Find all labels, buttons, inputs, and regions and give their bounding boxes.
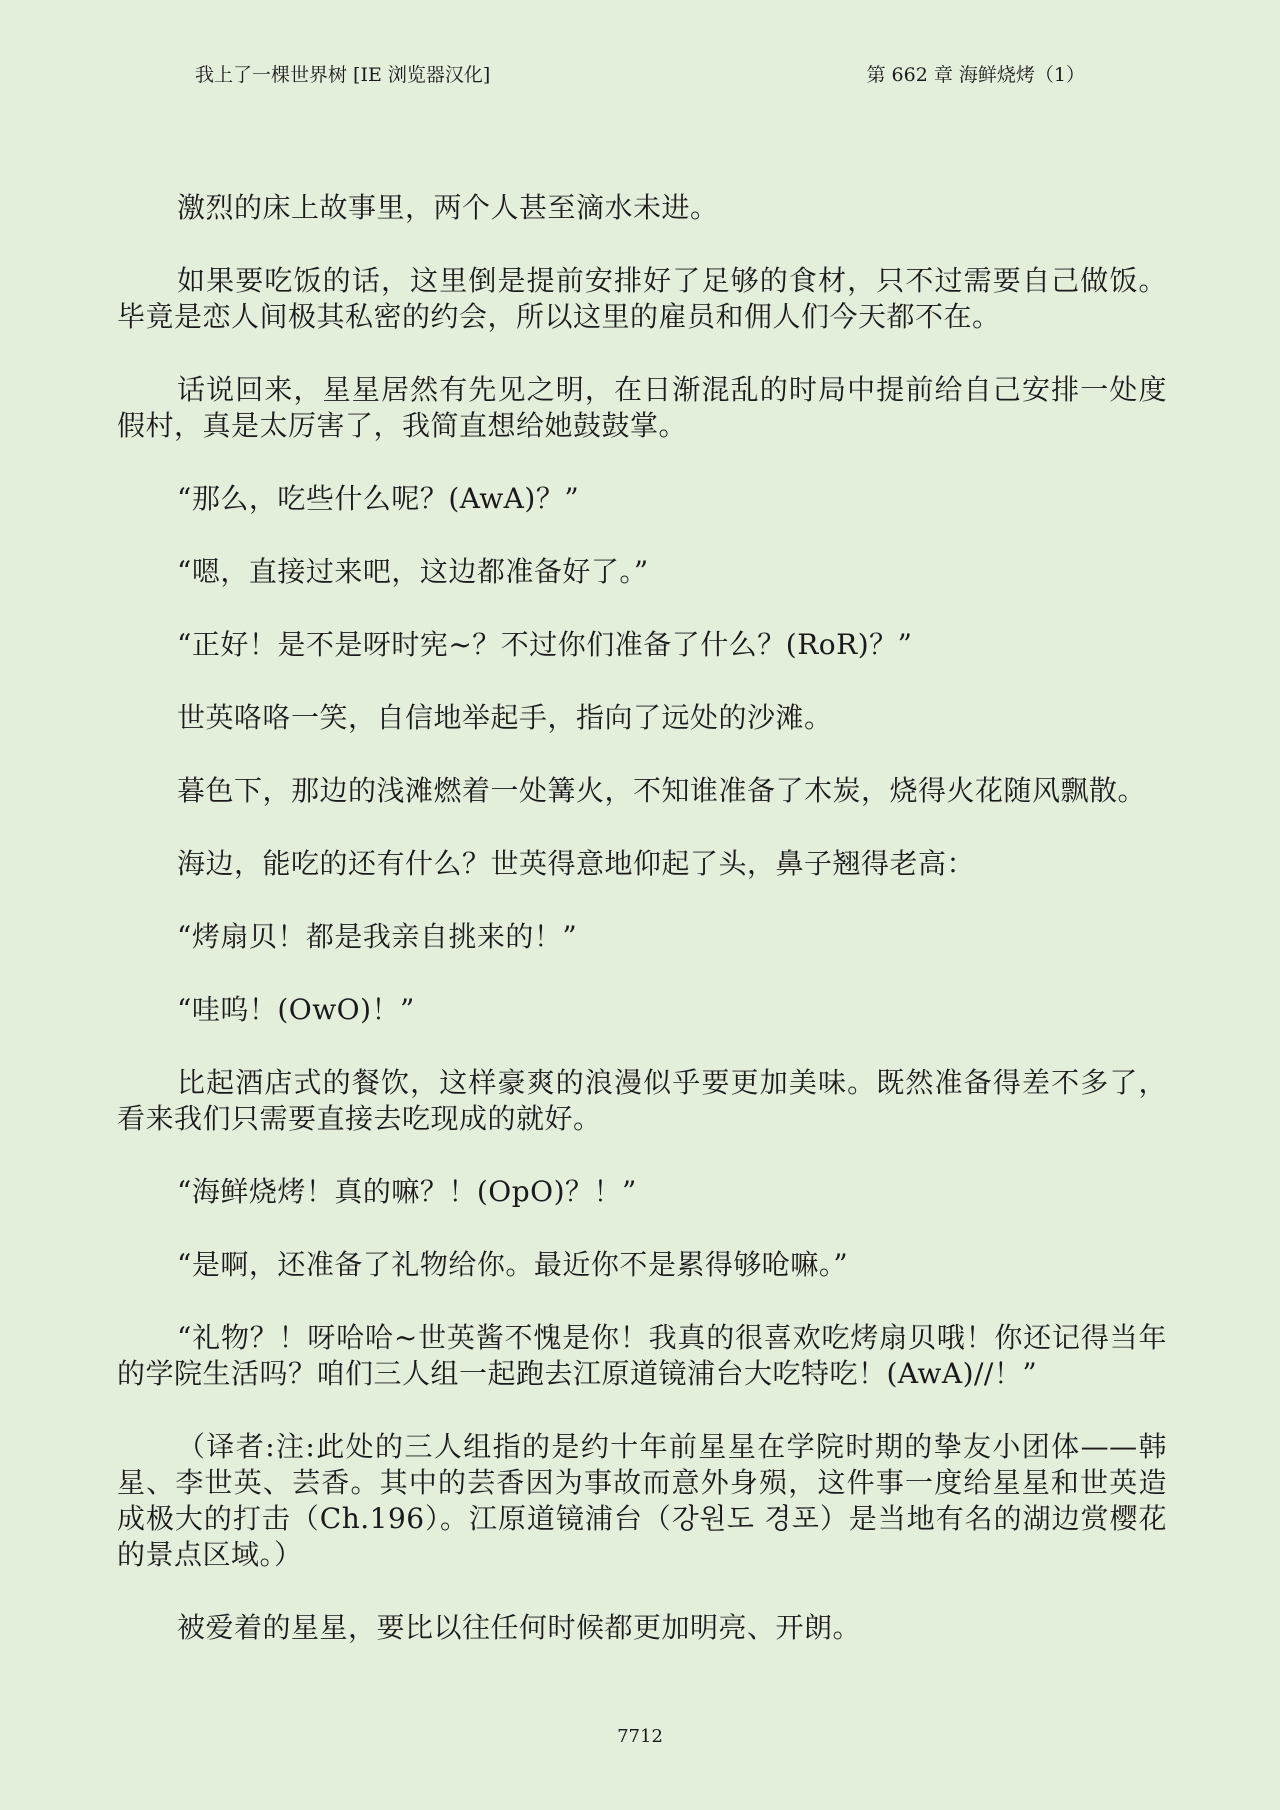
dialogue-line: “那么，吃些什么呢？(AwA)？” [177, 482, 580, 515]
page-body [117, 190, 1167, 1683]
dialogue-line: “嗯，直接过来吧，这边都准备好了。” [177, 555, 649, 588]
dialogue-line: “海鲜烧烤！真的嘛？！(OpO)？！” [177, 1175, 637, 1208]
translator-note: （译者:注:此处的三人组指的是约十年前星星在学院时期的挚友小团体——韩星、李世英、芸香。其中的芸香因为事故而意外身殒，这件事一度给星星和世英造成极大的打击（Ch.196）。江原道镜浦台（강원도 경포）是当地有名的湖边赏樱花的景点区域。） [117, 1430, 1167, 1571]
dialogue-line: “是啊，还准备了礼物给你。最近你不是累得够呛嘛。” [177, 1248, 849, 1281]
book-title: 我上了一棵世界树 [IE 浏览器汉化] [195, 64, 491, 86]
dialogue-line: “礼物？！呀哈哈~世英酱不愧是你！我真的很喜欢吃烤扇贝哦！你还记得当年的学院生活吗？咱们三人组一起跑去江原道镜浦台大吃特吃！(AwA)//！” [117, 1321, 1167, 1390]
page-header [195, 60, 1085, 90]
dialogue-line: “正好！是不是呀时宪~？不过你们准备了什么？(RoR)？” [177, 628, 913, 661]
paragraph: 如果要吃饭的话，这里倒是提前安排好了足够的食材，只不过需要自己做饭。毕竟是恋人间极其私密的约会，所以这里的雇员和佣人们今天都不在。 [117, 264, 1167, 333]
page-number: 7712 [617, 1726, 663, 1747]
paragraph: 比起酒店式的餐饮，这样豪爽的浪漫似乎要更加美味。既然准备得差不多了，看来我们只需要直接去吃现成的就好。 [117, 1066, 1167, 1135]
chapter-title: 第 662 章 海鲜烧烤（1） [866, 64, 1085, 86]
paragraph: 话说回来，星星居然有先见之明，在日渐混乱的时局中提前给自己安排一处度假村，真是太厉害了，我简直想给她鼓鼓掌。 [117, 373, 1167, 442]
dialogue-line: “哇呜！(OwO)！” [177, 993, 415, 1026]
paragraph: 海边，能吃的还有什么？世英得意地仰起了头，鼻子翘得老高： [177, 847, 976, 880]
paragraph: 世英咯咯一笑，自信地举起手，指向了远处的沙滩。 [177, 701, 833, 734]
paragraph: 激烈的床上故事里，两个人甚至滴水未进。 [177, 191, 719, 224]
paragraph: 被爱着的星星，要比以往任何时候都更加明亮、开朗。 [177, 1611, 862, 1644]
dialogue-line: “烤扇贝！都是我亲自挑来的！” [177, 920, 578, 953]
paragraph: 暮色下，那边的浅滩燃着一处篝火，不知谁准备了木炭，烧得火花随风飘散。 [177, 774, 1147, 807]
